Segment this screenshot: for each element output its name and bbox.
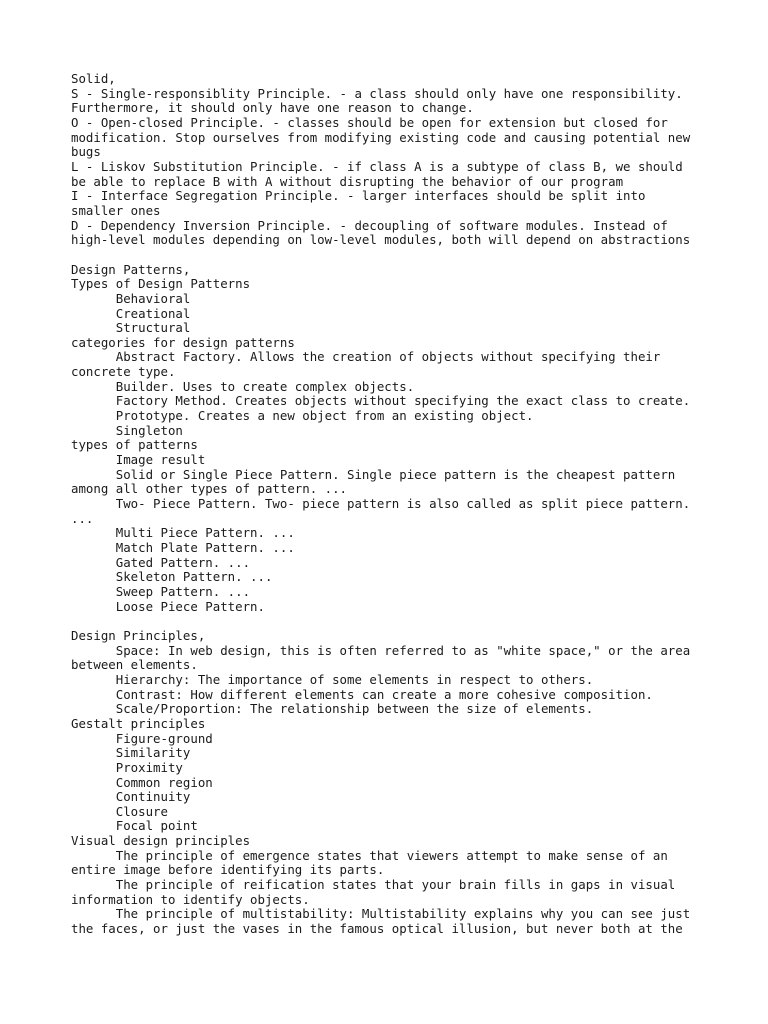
text-line: Two- Piece Pattern. Two- piece pattern is also called as split piece pattern. bbox=[71, 496, 691, 512]
text-line: categories for design patterns bbox=[71, 334, 295, 350]
text-line: Structural bbox=[71, 320, 191, 336]
text-line: The principle of multistability: Multistability explains why you can see just bbox=[71, 906, 691, 922]
text-line: Behavioral bbox=[71, 290, 191, 306]
text-line: entire image before identifying its parts. bbox=[71, 862, 385, 878]
text-line: Builder. Uses to create complex objects. bbox=[71, 378, 415, 394]
text-line: Loose Piece Pattern. bbox=[71, 598, 265, 614]
text-line: Proximity bbox=[71, 759, 183, 775]
text-line: Space: In web design, this is often referred to as "white space," or the area bbox=[71, 642, 691, 658]
text-line: Gestalt principles bbox=[71, 715, 206, 731]
text-line: Image result bbox=[71, 452, 206, 468]
text-line: smaller ones bbox=[71, 202, 161, 218]
text-line: among all other types of pattern. ... bbox=[71, 481, 348, 497]
text-line: high-level modules depending on low-level modules, both will depend on abstractions bbox=[71, 232, 691, 248]
text-line: Creational bbox=[71, 305, 191, 321]
text-line: Singleton bbox=[71, 422, 183, 438]
text-line: I - Interface Segregation Principle. - larger interfaces should be split into bbox=[71, 188, 646, 204]
text-line: Visual design principles bbox=[71, 833, 251, 849]
text-line: L - Liskov Substitution Principle. - if class A is a subtype of class B, we should bbox=[71, 158, 683, 174]
text-line: Gated Pattern. ... bbox=[71, 554, 251, 570]
text-line: The principle of reification states that your brain fills in gaps in visual bbox=[71, 877, 676, 893]
text-line: modification. Stop ourselves from modifying existing code and causing potential new bbox=[71, 129, 691, 145]
text-line: Closure bbox=[71, 803, 168, 819]
text-line: Abstract Factory. Allows the creation of objects without specifying their bbox=[71, 349, 661, 365]
text-line: Common region bbox=[71, 774, 213, 790]
text-line: Prototype. Creates a new object from an existing object. bbox=[71, 408, 534, 424]
text-line: ... bbox=[71, 510, 94, 526]
text-line: The principle of emergence states that viewers attempt to make sense of an bbox=[71, 847, 668, 863]
text-line: types of patterns bbox=[71, 437, 198, 453]
text-line: Scale/Proportion: The relationship between the size of elements. bbox=[71, 701, 594, 717]
text-line: Continuity bbox=[71, 789, 191, 805]
text-line: Hierarchy: The importance of some elements in respect to others. bbox=[71, 671, 594, 687]
text-line: Sweep Pattern. ... bbox=[71, 583, 251, 599]
text-line: be able to replace B with A without disrupting the behavior of our program bbox=[71, 173, 624, 189]
text-line: Figure-ground bbox=[71, 730, 213, 746]
text-line: bugs bbox=[71, 144, 101, 160]
text-line: Solid, bbox=[71, 71, 116, 86]
text-line: information to identify objects. bbox=[71, 891, 310, 907]
text-line: between elements. bbox=[71, 657, 198, 673]
text-line: Skeleton Pattern. ... bbox=[71, 569, 273, 585]
text-line: D - Dependency Inversion Principle. - decoupling of software modules. Instead of bbox=[71, 217, 668, 233]
text-line: Factory Method. Creates objects without specifying the exact class to create. bbox=[71, 393, 691, 409]
text-line: O - Open-closed Principle. - classes should be open for extension but closed for bbox=[71, 114, 668, 130]
text-line: Multi Piece Pattern. ... bbox=[71, 525, 295, 541]
text-line: Contrast: How different elements can create a more cohesive composition. bbox=[71, 686, 653, 702]
text-line: Furthermore, it should only have one reason to change. bbox=[71, 100, 474, 116]
text-line: Match Plate Pattern. ... bbox=[71, 540, 295, 555]
text-line: Focal point bbox=[71, 818, 198, 834]
document-text bbox=[71, 72, 751, 937]
text-line: concrete type. bbox=[71, 364, 176, 380]
text-line: Solid or Single Piece Pattern. Single piece pattern is the cheapest pattern bbox=[71, 466, 676, 482]
text-line: the faces, or just the vases in the famous optical illusion, but never both at the bbox=[71, 921, 683, 937]
text-line: S - Single-responsiblity Principle. - a class should only have one responsibility. bbox=[71, 85, 683, 101]
text-line: Design Patterns, bbox=[71, 261, 191, 277]
text-line: Design Principles, bbox=[71, 627, 206, 643]
text-line: Types of Design Patterns bbox=[71, 276, 251, 292]
text-line: Similarity bbox=[71, 745, 191, 761]
